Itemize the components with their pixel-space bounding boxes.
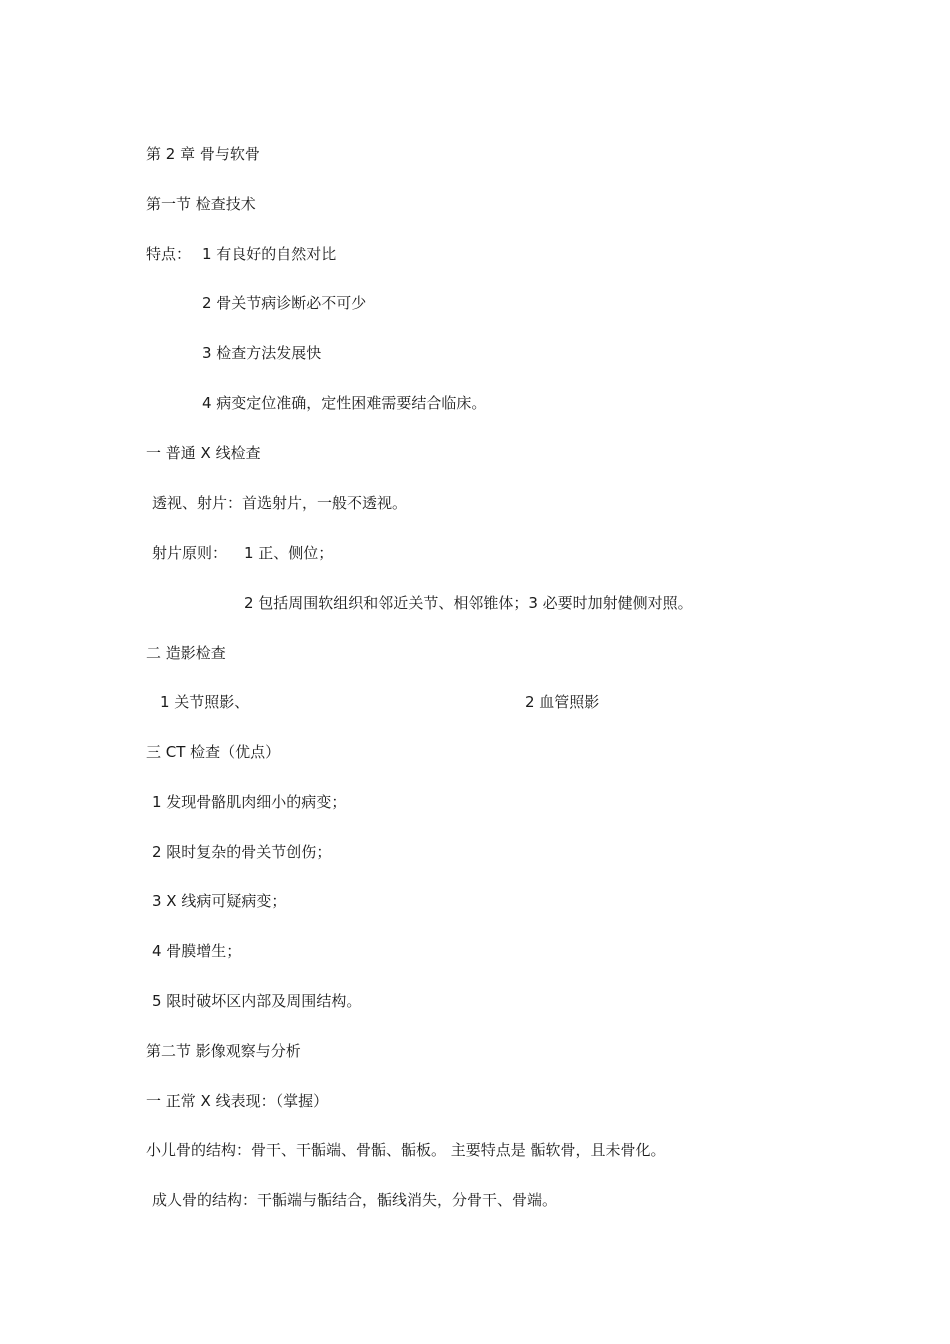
ct-item: 5 限时破坏区内部及周围结构。 (152, 992, 362, 1010)
ct-item: 2 限时复杂的骨关节创伤； (152, 843, 332, 861)
child-bone-text: 小儿骨的结构：骨干、干骺端、骨骺、骺板。 主要特点是 骺软骨，且未骨化。 (146, 1141, 666, 1159)
feature-item: 3 检查方法发展快 (202, 344, 322, 362)
contrast-heading: 二 造影检查 (146, 644, 226, 662)
feature-item: 2 骨关节病诊断必不可少 (202, 294, 367, 312)
principle-item: 1 正、侧位； (244, 544, 334, 562)
contrast-item: 2 血管照影 (525, 693, 600, 711)
normal-xray-heading: 一 正常 X 线表现：（掌握） (146, 1092, 329, 1110)
section-2-title: 第二节 影像观察与分析 (146, 1042, 301, 1060)
xray-heading: 一 普通 X 线检查 (146, 444, 261, 462)
principle-label: 射片原则： (152, 544, 228, 562)
section-1-title: 第一节 检查技术 (146, 195, 256, 213)
principle-row (152, 543, 333, 563)
feature-item: 1 有良好的自然对比 (202, 245, 337, 263)
adult-bone-text: 成人骨的结构：干骺端与骺结合，骺线消失，分骨干、骨端。 (152, 1191, 558, 1209)
principle-item: 2 包括周围软组织和邻近关节、相邻锥体；3 必要时加射健侧对照。 (244, 594, 693, 612)
features-label: 特点： (146, 245, 192, 263)
contrast-item: 1 关节照影、 (160, 693, 250, 711)
ct-item: 1 发现骨骼肌肉细小的病变； (152, 793, 347, 811)
xray-fluoro-text: 透视、射片：首选射片，一般不透视。 (152, 494, 408, 512)
ct-item: 4 骨膜增生； (152, 942, 242, 960)
ct-heading: 三 CT 检查（优点） (146, 743, 281, 761)
features-row (146, 244, 336, 264)
ct-item: 3 X 线病可疑病变； (152, 892, 287, 910)
chapter-title: 第 2 章 骨与软骨 (146, 145, 260, 163)
feature-item: 4 病变定位准确，定性困难需要结合临床。 (202, 394, 487, 412)
